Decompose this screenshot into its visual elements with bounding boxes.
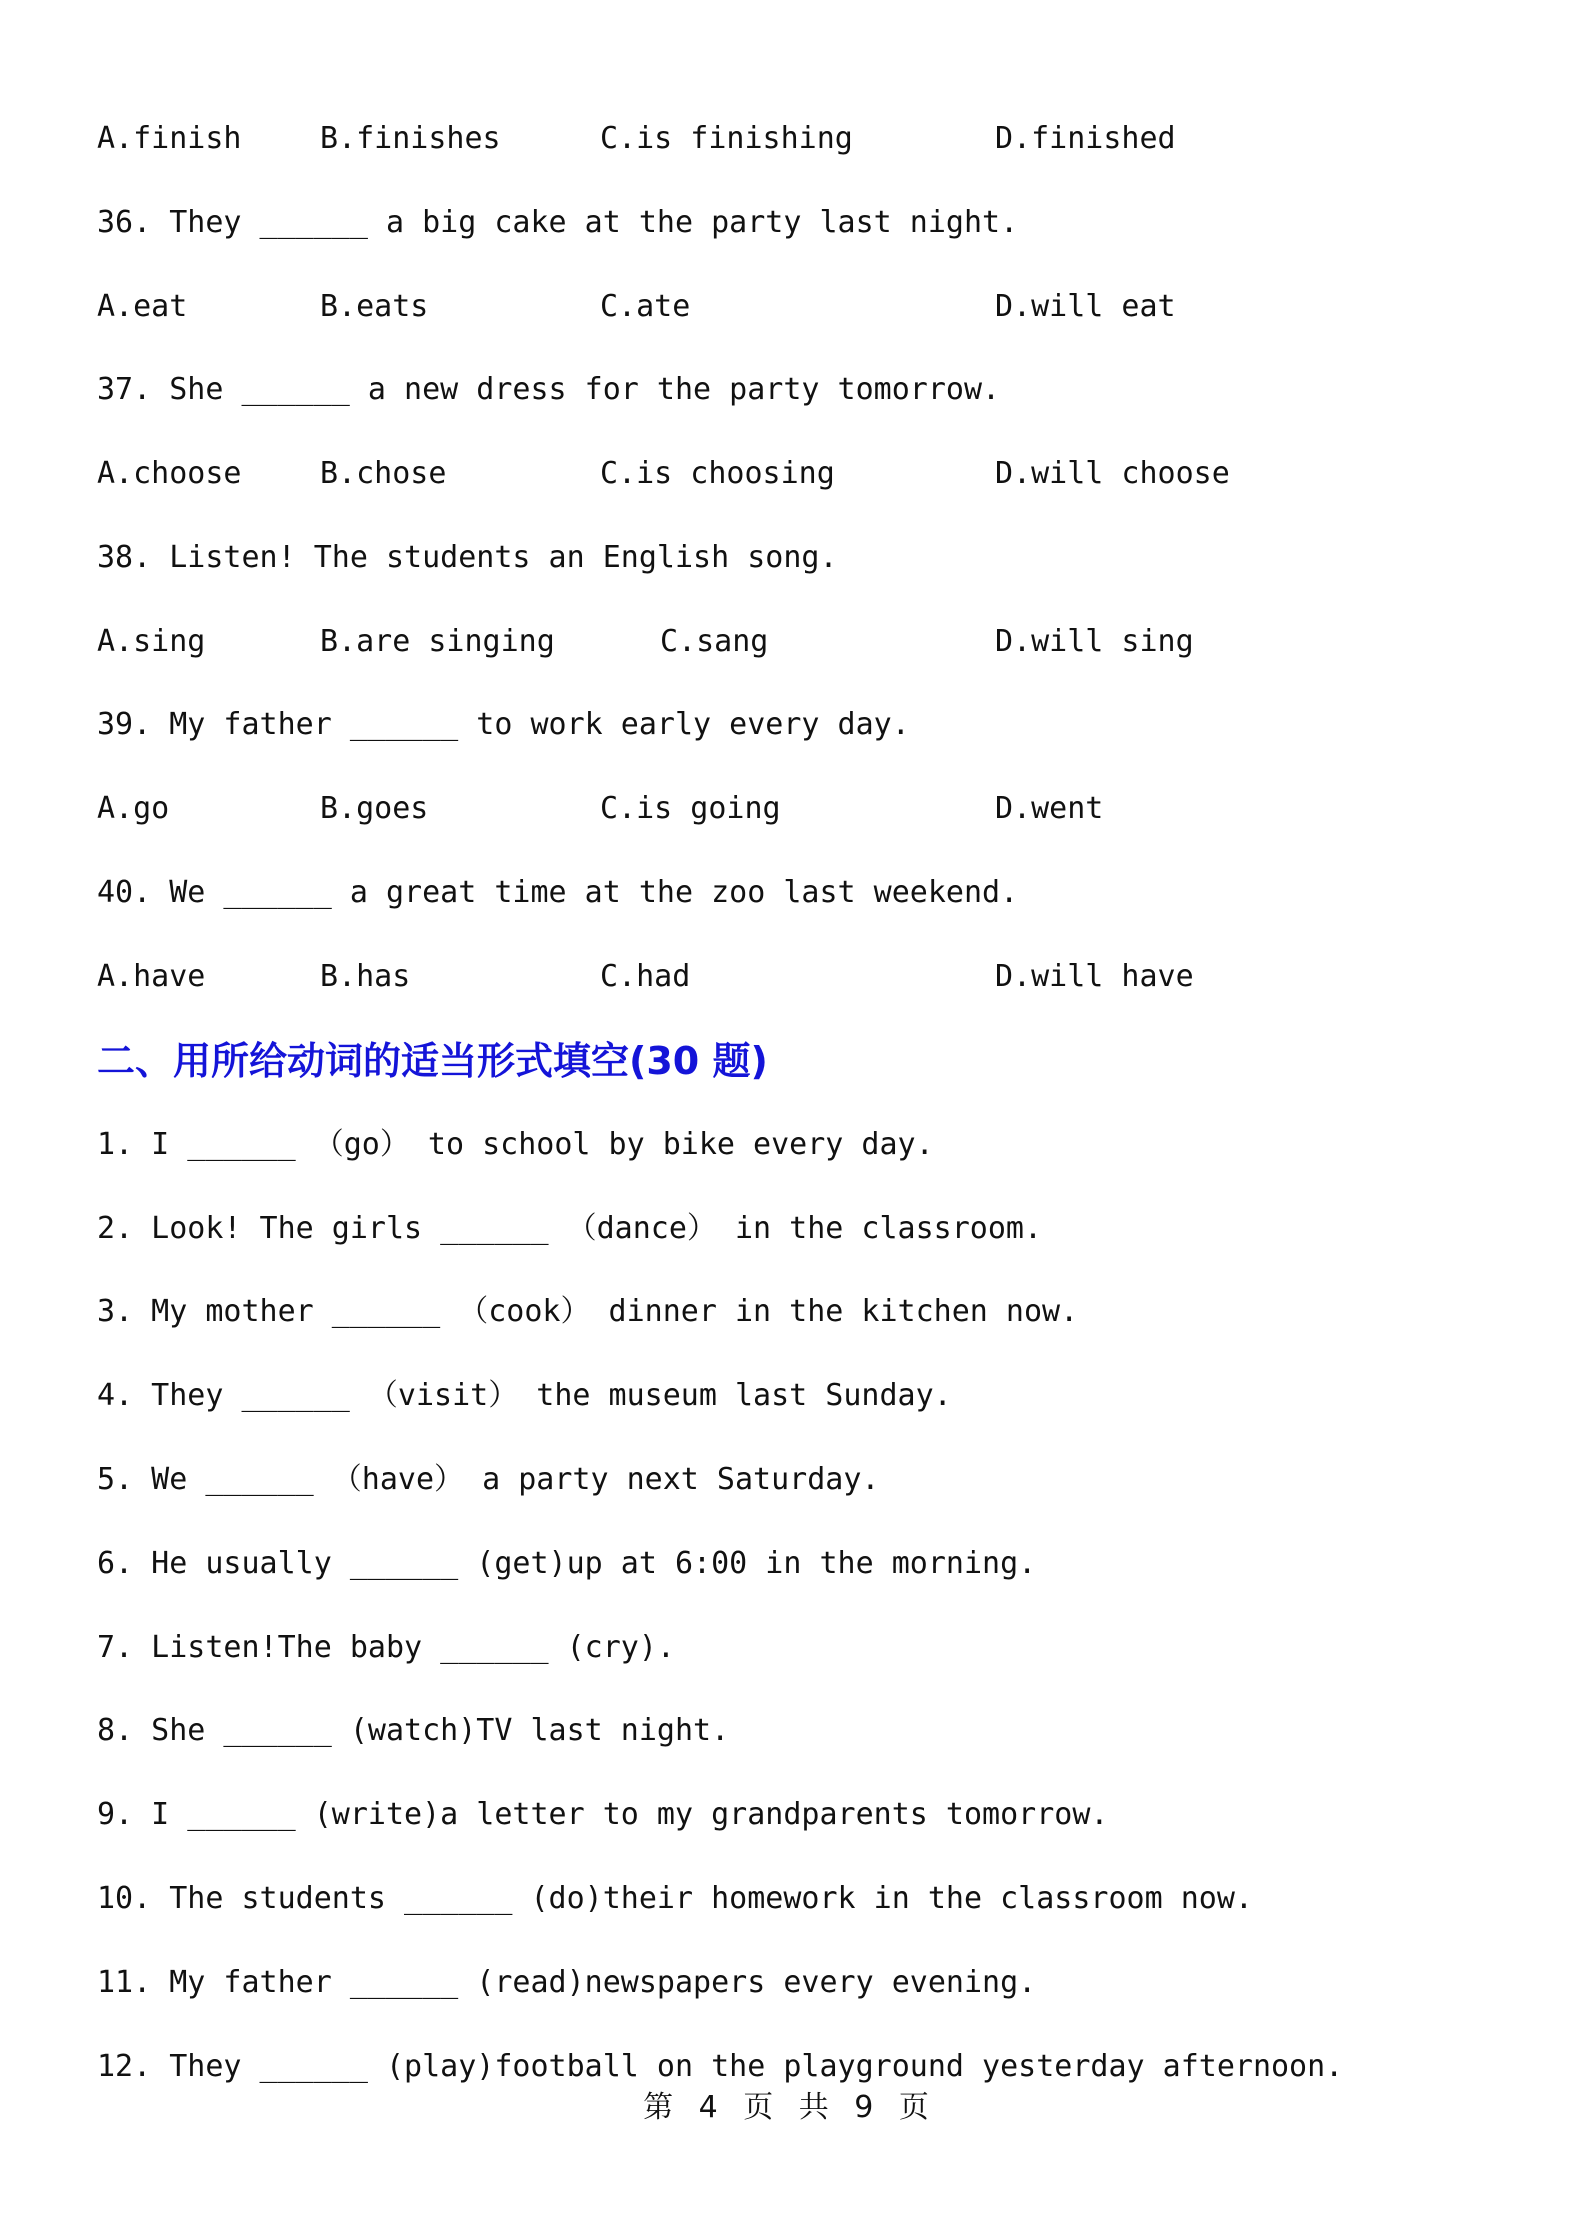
option-a: A.choose <box>97 456 242 491</box>
section-heading: 二、用所给动词的适当形式填空(30 题) <box>97 1039 768 1083</box>
options-row-q40 <box>97 952 1194 1002</box>
options-row-q39 <box>97 784 1104 834</box>
option-b: B.chose <box>320 456 447 491</box>
option-b: B.finishes <box>320 121 501 156</box>
question-38: 38. Listen! The students an English song. <box>97 540 838 575</box>
fill-item-11: 11. My father ______ (read)newspapers every evening. <box>97 1965 1037 2000</box>
fill-item-8: 8. She ______ (watch)TV last night. <box>97 1713 730 1748</box>
fill-item-3: 3. My mother ______ （cook） dinner in the kitchen now. <box>97 1294 1079 1329</box>
options-row-q37 <box>97 449 1230 499</box>
options-row-q38 <box>97 617 1194 667</box>
question-39: 39. My father ______ to work early every day. <box>97 707 910 742</box>
option-c: C.is finishing <box>600 121 853 156</box>
option-a: A.sing <box>97 624 206 659</box>
fill-item-4: 4. They ______ （visit） the museum last Sunday. <box>97 1378 952 1413</box>
question-36: 36. They ______ a big cake at the party last night. <box>97 205 1019 240</box>
option-c: C.is going <box>600 791 781 826</box>
option-d: D.will choose <box>995 456 1230 491</box>
fill-item-9: 9. I ______ (write)a letter to my grandparents tomorrow. <box>97 1797 1109 1832</box>
fill-item-12: 12. They ______ (play)football on the playground yesterday afternoon. <box>97 2049 1344 2084</box>
option-c: C.is choosing <box>600 456 835 491</box>
option-d: D.will have <box>995 959 1194 994</box>
option-c: C.had <box>600 959 691 994</box>
fill-item-7: 7. Listen!The baby ______ (cry). <box>97 1630 675 1665</box>
option-a: A.finish <box>97 121 242 156</box>
page-number-footer: 第 4 页 共 9 页 <box>643 2090 937 2125</box>
fill-item-2: 2. Look! The girls ______ （dance） in the classroom. <box>97 1211 1043 1246</box>
fill-item-5: 5. We ______ （have） a party next Saturday. <box>97 1462 880 1497</box>
options-row-q35 <box>97 114 1176 164</box>
fill-item-10: 10. The students ______ (do)their homework in the classroom now. <box>97 1881 1253 1916</box>
fill-item-1: 1. I ______ （go） to school by bike every day. <box>97 1127 934 1162</box>
option-c: C.ate <box>600 289 691 324</box>
option-d: D.finished <box>995 121 1176 156</box>
option-a: A.have <box>97 959 206 994</box>
option-b: B.has <box>320 959 411 994</box>
options-row-q36 <box>97 282 1176 332</box>
option-c: C.sang <box>660 624 769 659</box>
option-a: A.eat <box>97 289 188 324</box>
option-d: D.went <box>995 791 1104 826</box>
option-a: A.go <box>97 791 170 826</box>
option-d: D.will eat <box>995 289 1176 324</box>
question-40: 40. We ______ a great time at the zoo last weekend. <box>97 875 1019 910</box>
option-b: B.goes <box>320 791 429 826</box>
option-d: D.will sing <box>995 624 1194 659</box>
option-b: B.are singing <box>320 624 555 659</box>
question-37: 37. She ______ a new dress for the party tomorrow. <box>97 372 1001 407</box>
fill-item-6: 6. He usually ______ (get)up at 6:00 in the morning. <box>97 1546 1037 1581</box>
option-b: B.eats <box>320 289 429 324</box>
